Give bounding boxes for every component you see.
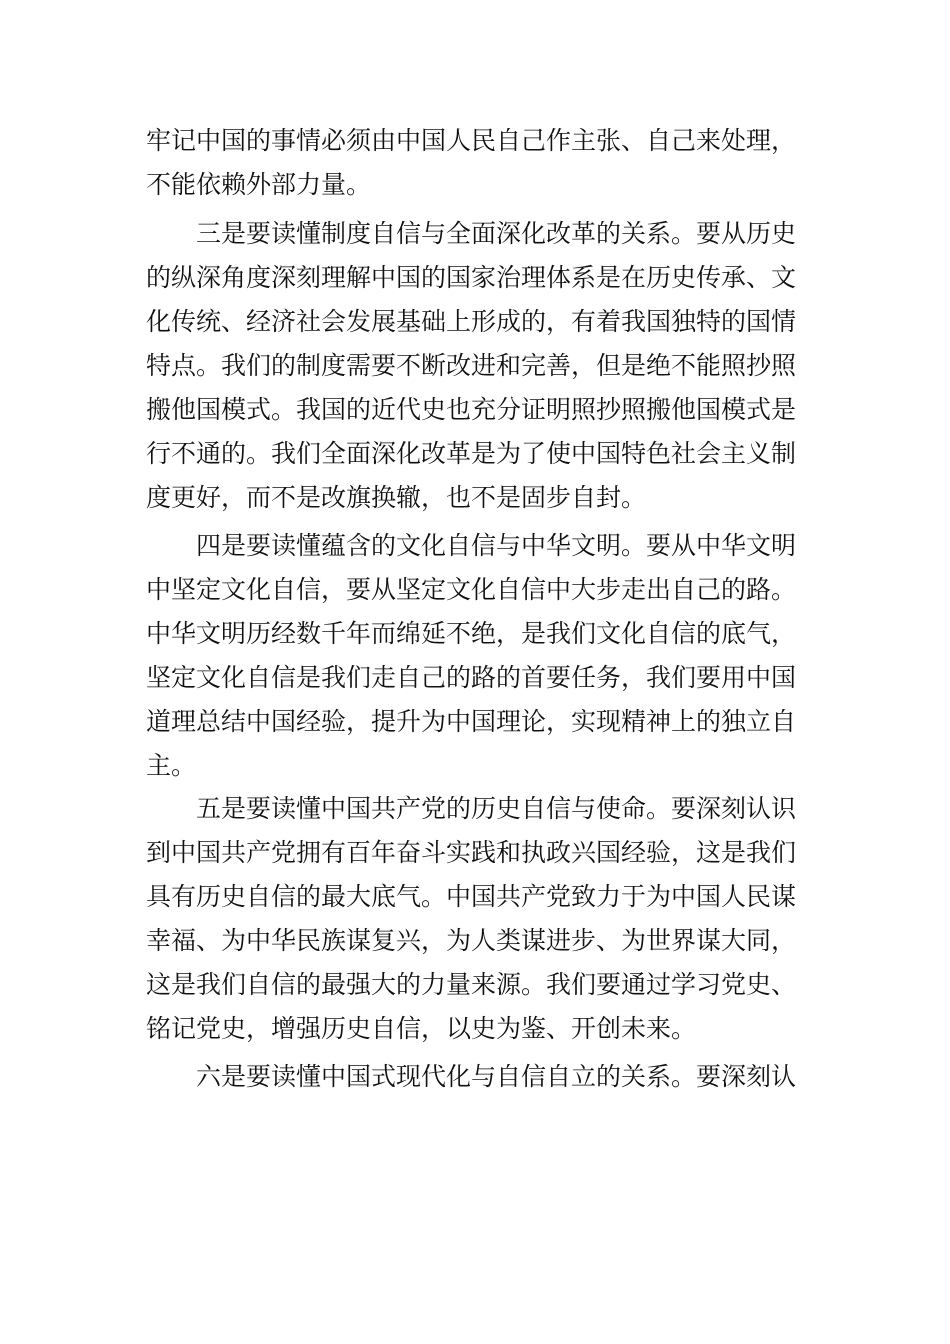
paragraph-cultural-confidence	[146, 524, 816, 788]
text-line: 这是我们自信的最强大的力量来源。我们要通过学习党史、	[146, 970, 797, 999]
text-line: 六是要读懂中国式现代化与自信自立的关系。要深刻认	[196, 1062, 797, 1091]
text-line: 铭记党史，增强历史自信，以史为鉴、开创未来。	[146, 1014, 697, 1043]
paragraph-historical-confidence	[146, 787, 816, 1051]
text-line: 不能依赖外部力量。	[146, 170, 372, 199]
text-line: 道理总结中国经验，提升为中国理论，实现精神上的独立自	[146, 707, 797, 736]
text-line: 特点。我们的制度需要不断改进和完善，但是绝不能照抄照	[146, 351, 797, 380]
paragraph-system-confidence	[146, 212, 816, 520]
text-line: 幸福、为中华民族谋复兴，为人类谋进步、为世界谋大同，	[146, 926, 797, 955]
text-line: 度更好，而不是改旗换辙，也不是固步自封。	[146, 483, 647, 512]
text-line: 搬他国模式。我国的近代史也充分证明照抄照搬他国模式是	[146, 395, 797, 424]
text-line: 牢记中国的事情必须由中国人民自己作主张、自己来处理，	[146, 126, 797, 155]
text-line: 坚定文化自信是我们走自己的路的首要任务，我们要用中国	[146, 663, 797, 692]
text-line: 三是要读懂制度自信与全面深化改革的关系。要从历史	[196, 219, 797, 248]
text-line: 化传统、经济社会发展基础上形成的，有着我国独特的国情	[146, 307, 797, 336]
text-line: 主。	[146, 751, 197, 780]
text-line: 中华文明历经数千年而绵延不绝，是我们文化自信的底气，	[146, 619, 797, 648]
text-line: 到中国共产党拥有百年奋斗实践和执政兴国经验，这是我们	[146, 838, 797, 867]
paragraph-carry-over	[146, 119, 816, 207]
text-line: 具有历史自信的最大底气。中国共产党致力于为中国人民谋	[146, 882, 797, 911]
text-line: 四是要读懂蕴含的文化自信与中华文明。要从中华文明	[196, 531, 797, 560]
text-line: 的纵深角度深刻理解中国的国家治理体系是在历史传承、文	[146, 263, 797, 292]
text-line: 行不通的。我们全面深化改革是为了使中国特色社会主义制	[146, 439, 797, 468]
paragraph-modernization	[146, 1055, 816, 1099]
text-line: 五是要读懂中国共产党的历史自信与使命。要深刻认识	[196, 794, 797, 823]
text-line: 中坚定文化自信，要从坚定文化自信中大步走出自己的路。	[146, 575, 797, 604]
